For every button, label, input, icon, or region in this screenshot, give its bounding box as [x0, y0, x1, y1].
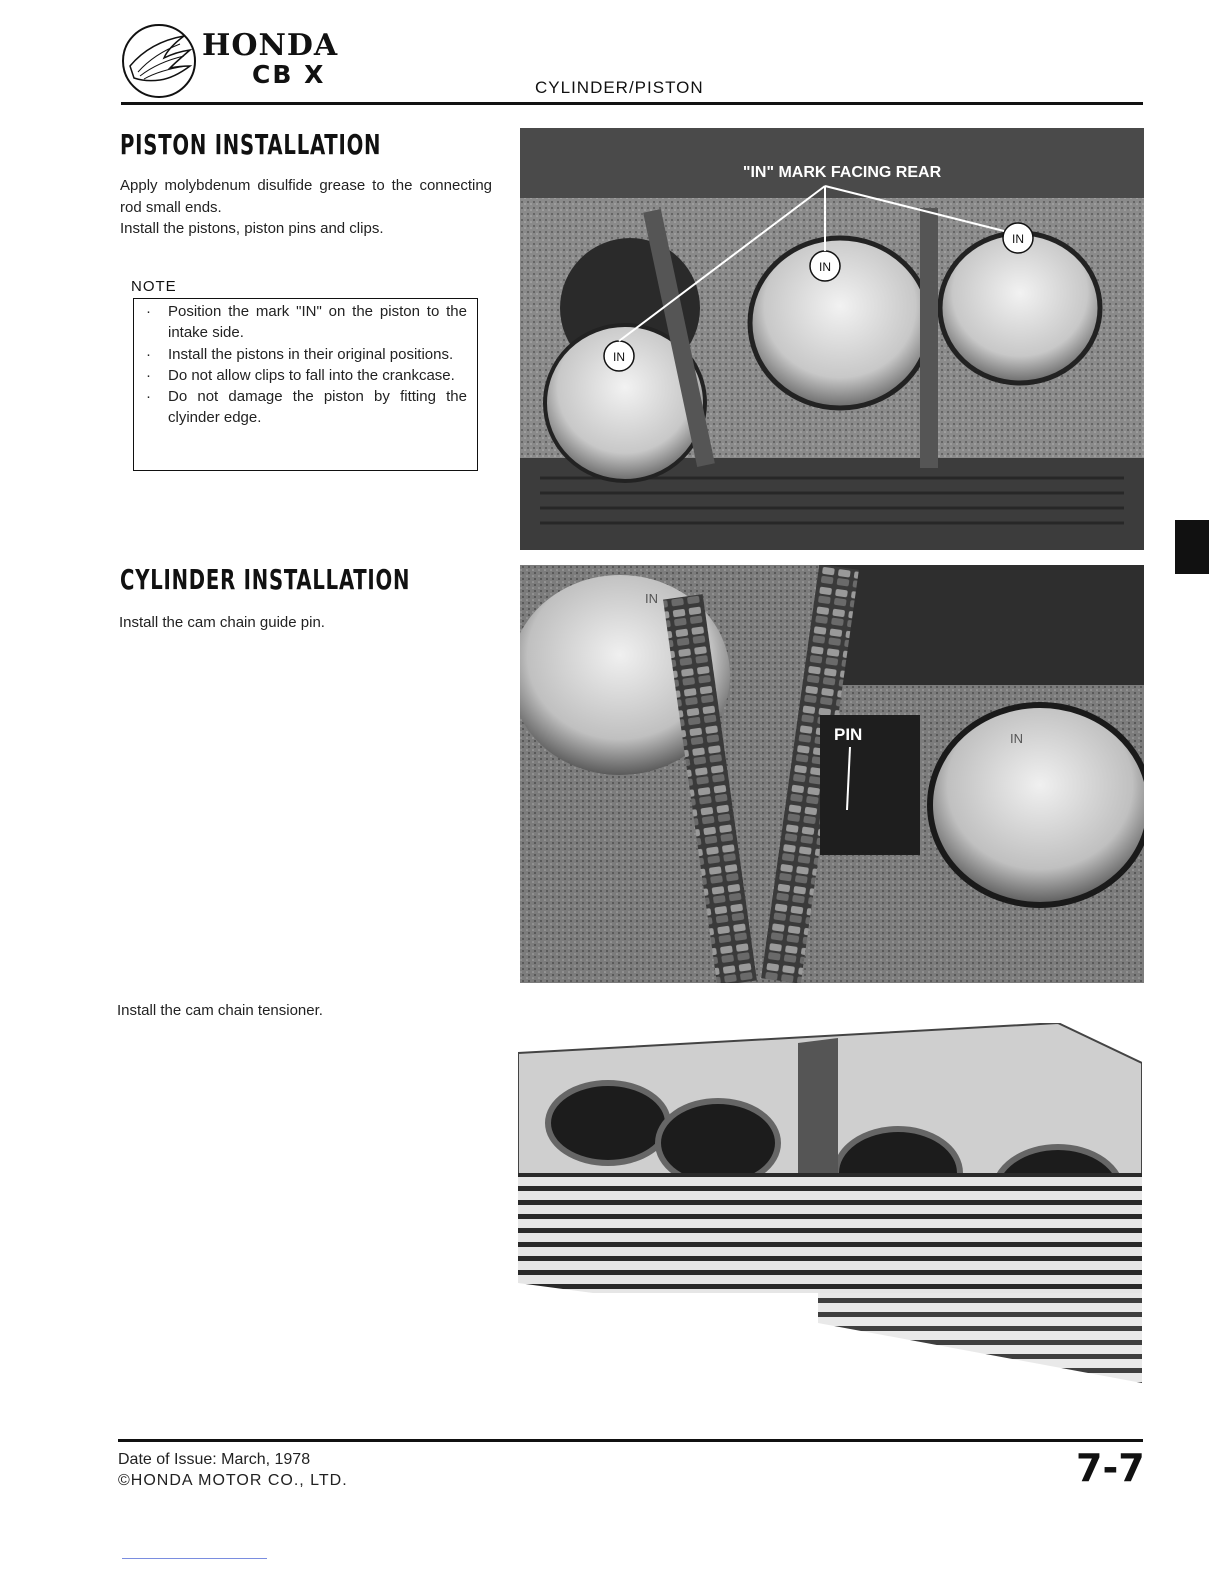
cam-chain-guide-pin-photo: [520, 565, 1144, 983]
copyright: ©HONDA MOTOR CO., LTD.: [118, 1472, 348, 1489]
piston-installation-heading: PISTON INSTALLATION: [120, 128, 382, 161]
section-title: CYLINDER/PISTON: [535, 78, 704, 97]
in-mark-label: IN: [613, 350, 625, 364]
cylinder-block-photo: [518, 1023, 1142, 1408]
brand-logo-text: HONDA: [202, 28, 339, 63]
honda-wing-emblem-icon: [120, 22, 198, 100]
note-box: [133, 298, 478, 471]
section-tab-marker: [1175, 520, 1209, 574]
grease-instruction: Apply molybdenum disulfide grease to the connecting rod small ends.: [120, 177, 492, 216]
install-pistons-instruction: Install the pistons, piston pins and clips.: [120, 220, 384, 237]
model-name: CB X: [252, 60, 326, 89]
pistons-photo: [520, 128, 1144, 550]
link-underline: [122, 1558, 267, 1559]
piston-instructions: [120, 175, 492, 240]
header-rule: [121, 102, 1143, 105]
in-mark-label: IN: [1012, 232, 1024, 246]
page-number: 7-7: [1076, 1446, 1145, 1490]
cam-chain-tensioner-instruction: Install the cam chain tensioner.: [117, 1002, 323, 1019]
date-of-issue: Date of Issue: March, 1978: [118, 1451, 311, 1468]
cylinder-installation-heading: CYLINDER INSTALLATION: [120, 563, 411, 596]
in-mark-label: IN: [1010, 731, 1023, 746]
footer-rule: [118, 1439, 1143, 1442]
note-item: · Do not allow clips to fall into the crankcase.: [146, 365, 467, 386]
in-mark-label: IN: [645, 591, 658, 606]
note-item: · Position the mark "IN" on the piston to the intake side.: [146, 301, 467, 344]
note-label: NOTE: [131, 278, 177, 295]
cam-chain-guide-pin-instruction: Install the cam chain guide pin.: [119, 614, 325, 631]
in-mark-label: IN: [819, 260, 831, 274]
note-item: · Install the pistons in their original positions.: [146, 344, 467, 365]
photo-caption: "IN" MARK FACING REAR: [742, 164, 942, 181]
pin-label: PIN: [834, 725, 863, 744]
note-item: · Do not damage the piston by fitting the clyinder edge.: [146, 386, 467, 429]
